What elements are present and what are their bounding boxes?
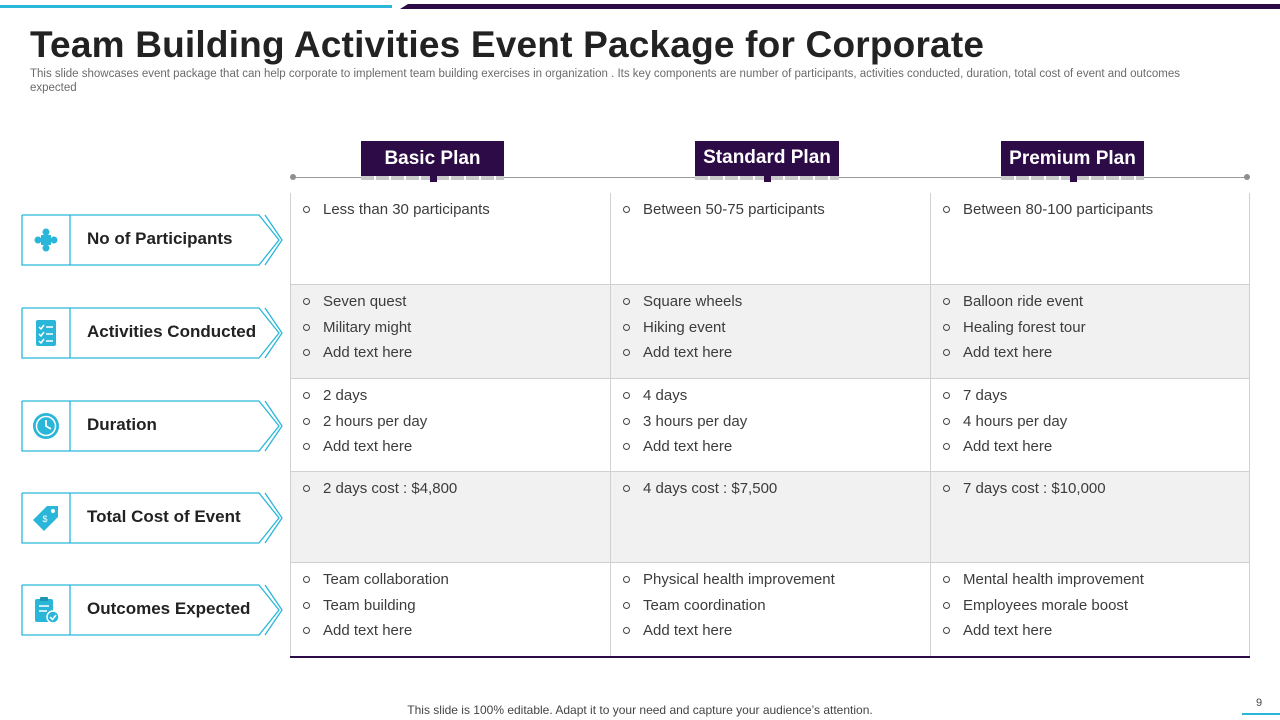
list-item-text: Healing forest tour [963,318,1086,336]
row-label-text: Activities Conducted [87,322,257,341]
list-item [621,197,930,223]
list-item [621,618,930,644]
list-item [941,340,1249,366]
table-cell [290,193,610,284]
table-cell [610,193,930,284]
bullet-icon [943,576,950,583]
list-item-text: Less than 30 participants [323,201,490,219]
checklist-icon [30,317,62,349]
row-label-text: Outcomes Expected [87,599,251,618]
bullet-icon [623,443,630,450]
bullet-icon [623,576,630,583]
list-item-text: Add text here [323,438,413,456]
list-item [621,476,930,502]
list-item-text: Add text here [643,438,733,456]
plan-header-label: Standard Plan [703,147,831,168]
list-item-text: Add text here [643,622,733,640]
list-item [941,197,1249,223]
list-item [621,409,930,435]
table-cell [290,472,610,562]
plan-comparison-table [290,193,1250,658]
plan-header-knot [430,175,437,182]
list-item [941,409,1249,435]
list-item-text: Add text here [643,344,733,362]
plan-header-knot [1070,175,1077,182]
bullet-icon [623,392,630,399]
price-tag-icon [30,502,62,534]
bullet-icon [623,627,630,634]
bullet-icon [943,206,950,213]
list-item-text: Mental health improvement [963,571,1144,589]
slide-footer: This slide is 100% editable. Adapt it to your need and capture your audience’s attention. [407,703,873,717]
list-item [941,476,1249,502]
list-item [621,383,930,409]
plan-header-label: Premium Plan [1009,148,1136,169]
bullet-icon [303,576,310,583]
table-row-cost [290,472,1250,563]
list-item [301,476,610,502]
slide-subtitle: This slide showcases event package that can help corporate to implement team building exercises in organization . Its key components are number of participants, activities conducted, duration, total cost of event and outcomes expected [30,68,1180,94]
bullet-icon [943,392,950,399]
list-item-text: Square wheels [643,293,743,311]
list-item-text: Physical health improvement [643,571,835,589]
list-item-text: Employees morale boost [963,596,1129,614]
table-cell [610,379,930,471]
list-item-text: 2 days [323,387,368,405]
bullet-icon [943,324,950,331]
list-item [941,315,1249,341]
list-item [301,289,610,315]
list-item-text: 2 hours per day [323,412,428,430]
list-item-text: 4 days cost : $7,500 [643,480,778,498]
row-label-text: Total Cost of Event [87,507,241,526]
bullet-icon [623,298,630,305]
list-item [941,593,1249,619]
list-item-text: Add text here [963,438,1053,456]
list-item-text: 7 days [963,387,1008,405]
clock-icon [30,410,62,442]
list-item [941,618,1249,644]
list-item [621,340,930,366]
list-item-text: Team collaboration [323,571,449,589]
list-item-text: 7 days cost : $10,000 [963,480,1106,498]
list-item [301,567,610,593]
list-item-text: 2 days cost : $4,800 [323,480,458,498]
plan-header-standard [695,141,839,176]
list-item [301,618,610,644]
list-item [941,383,1249,409]
top-accent-bar-dark [400,4,1280,9]
bullet-icon [623,349,630,356]
list-item-text: Military might [323,318,412,336]
bullet-icon [943,298,950,305]
list-item [301,315,610,341]
list-item [621,434,930,460]
plan-header-premium [1001,141,1144,176]
bullet-icon [303,443,310,450]
table-row-participants [290,193,1250,285]
bullet-icon [943,602,950,609]
top-accent-bar-cyan [0,5,392,8]
table-row-activities [290,285,1250,379]
row-label-activities [21,307,283,359]
table-cell [930,193,1250,284]
table-cell [290,379,610,471]
plan-line-end-dot [1244,174,1250,180]
bullet-icon [623,324,630,331]
bullet-icon [943,443,950,450]
list-item-text: Add text here [323,622,413,640]
row-label-cost [21,492,283,544]
table-cell [930,285,1250,378]
table-cell [930,472,1250,562]
list-item [621,567,930,593]
table-cell [930,563,1250,656]
bullet-icon [303,485,310,492]
bullet-icon [303,349,310,356]
row-label-text: Duration [87,415,157,434]
bullet-icon [943,349,950,356]
plan-header-basic [361,141,504,176]
list-item-text: 4 hours per day [963,412,1068,430]
list-item [301,197,610,223]
list-item-text: Team coordination [643,596,766,614]
list-item-text: Team building [323,596,416,614]
list-item [301,593,610,619]
list-item-text: Hiking event [643,318,726,336]
list-item-text: 3 hours per day [643,412,748,430]
clipboard-check-icon [30,594,62,626]
row-label-participants [21,214,283,266]
page-number: 9 [1256,697,1263,709]
bullet-icon [303,324,310,331]
row-label-outcomes [21,584,283,636]
bullet-icon [303,627,310,634]
list-item [621,289,930,315]
table-cell [290,285,610,378]
list-item-text: Between 50-75 participants [643,201,825,219]
table-cell [610,563,930,656]
bullet-icon [303,418,310,425]
list-item [301,434,610,460]
list-item [941,289,1249,315]
bullet-icon [623,485,630,492]
bullet-icon [623,206,630,213]
bullet-icon [623,602,630,609]
row-label-duration [21,400,283,452]
svg-text:$: $ [42,514,48,524]
list-item-text: Add text here [963,622,1053,640]
plan-line-start-dot [290,174,296,180]
bullet-icon [623,418,630,425]
list-item-text: Add text here [323,344,413,362]
list-item-text: Between 80-100 participants [963,201,1154,219]
slide-title: Team Building Activities Event Package for Corporate [30,24,985,65]
list-item-text: Seven quest [323,293,407,311]
table-row-duration [290,379,1250,472]
bullet-icon [943,627,950,634]
row-label-text: No of Participants [87,229,233,248]
table-cell [290,563,610,656]
table-cell [610,472,930,562]
bullet-icon [303,602,310,609]
list-item [301,383,610,409]
list-item [941,434,1249,460]
table-cell [610,285,930,378]
list-item [301,340,610,366]
bullet-icon [303,206,310,213]
list-item [941,567,1249,593]
bullet-icon [303,298,310,305]
list-item-text: Add text here [963,344,1053,362]
plan-header-label: Basic Plan [384,148,481,169]
table-row-outcomes [290,563,1250,656]
bullet-icon [303,392,310,399]
plan-header-knot [764,175,771,182]
bullet-icon [943,418,950,425]
list-item [621,593,930,619]
bullet-icon [943,485,950,492]
participants-icon [30,224,62,256]
list-item-text: 4 days [643,387,688,405]
page-number-underline [1242,713,1280,715]
list-item-text: Balloon ride event [963,293,1084,311]
list-item [301,409,610,435]
table-cell [930,379,1250,471]
list-item [621,315,930,341]
